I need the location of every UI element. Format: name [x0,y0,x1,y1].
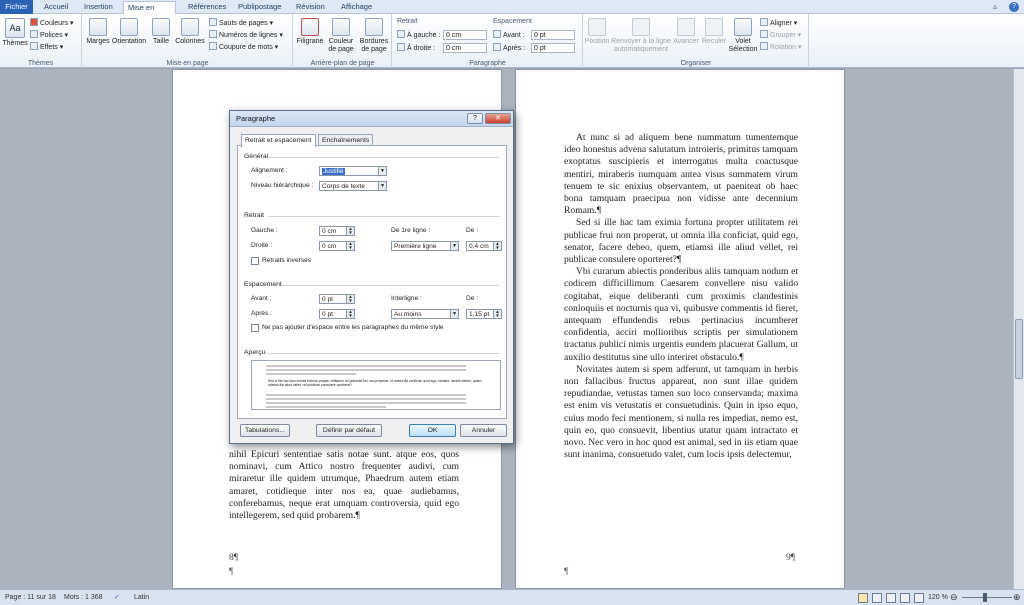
status-bar [0,589,1024,605]
theme-fonts-button[interactable]: Polices ▾ [30,30,68,40]
indent-right-label: Droite : [251,242,273,249]
group-page-setup [83,14,293,68]
tab-review[interactable]: Révision [296,2,325,11]
spinner-arrows-icon[interactable]: ▲ ▼ [493,310,501,318]
preview-section-title: Aperçu [244,349,266,356]
dialog-help-button[interactable]: ? [467,113,483,124]
spinner-arrows-icon[interactable]: ▲ ▼ [346,295,354,303]
spacing-after-label: Après : [251,310,272,317]
spacing-section-title: Espacement [244,281,282,288]
divider [268,353,500,354]
spacing-after-label: Après : [493,43,525,53]
minimize-ribbon-icon[interactable]: ▵ [993,2,998,11]
tab-page-layout[interactable]: Mise en [123,1,176,15]
scrollbar-thumb[interactable] [1015,319,1023,379]
tab-indents-spacing[interactable]: Retrait et espacement [241,134,316,147]
indent-right-label: À droite : [397,43,435,53]
align-icon [760,18,768,26]
set-default-button[interactable]: Définir par défaut [316,424,382,437]
general-section-title: Général [244,153,269,160]
page-borders-button[interactable]: Bordures de page [358,18,390,54]
alignment-label: Alignement : [251,167,288,174]
draft-view-icon[interactable] [914,593,924,603]
line-numbers-button[interactable]: Numéros de lignes ▾ [209,30,283,40]
outline-level-select[interactable]: Corps de texte ▼ [319,181,387,191]
selection-pane-icon [734,18,752,36]
tab-home[interactable]: Accueil [44,2,69,11]
chevron-down-icon: ▼ [450,242,458,250]
tab-view[interactable]: Affichage [341,2,373,11]
group-label-themes: Thèmes [27,60,54,67]
right-page-number: 9¶ [786,552,796,563]
bring-forward-button[interactable]: Avancer [672,18,700,46]
rotate-icon [760,42,768,50]
dialog-panel [237,145,507,419]
watermark-icon [301,18,319,36]
cancel-button[interactable]: Annuler [460,424,507,437]
alignment-select[interactable]: Justifié ▼ [319,166,387,176]
right-page-text[interactable] [564,132,798,461]
ribbon-tab-bar [0,0,1024,14]
indent-right-spinner[interactable]: 0 cm ▲ ▼ [319,241,355,251]
orientation-button[interactable]: Orientation [111,18,147,46]
indent-left-icon [397,30,405,38]
left-page-text[interactable]: nihil Epicuri sententiae satis notae sunt. atque eos, quos nominavi, cum Attico nostro frequenter audivi, cum miraretur ille quidem utrumque, Phaedrum autem etiam amaret, cotidieque inter nos ea, quae audiebamus, conferebamus, neque erat umquam controversia, quid ego intellegerem, sed quid probarem.¶ [229,449,459,522]
breaks-icon [209,18,217,26]
preview-line [266,369,466,371]
group-page-background [294,14,392,68]
group-label-page-setup: Mise en page [166,60,209,67]
left-page-pilcrow: ¶ [229,566,234,577]
themes-button[interactable]: Aa Thèmes [2,18,28,48]
tab-line-page-breaks[interactable]: Enchaînements [318,134,373,146]
size-icon [152,18,170,36]
chevron-down-icon: ▼ [378,167,386,175]
indent-by-label: De : [466,227,479,234]
web-layout-icon[interactable] [886,593,896,603]
indent-left-spinner[interactable]: 0 cm ▲ ▼ [319,226,355,236]
zoom-out-icon[interactable]: ⊖ [950,592,958,602]
zoom-slider-thumb[interactable] [983,593,987,602]
watermark-button[interactable]: Filigrane [296,18,324,46]
full-screen-reading-icon[interactable] [872,593,882,603]
indent-left-input[interactable]: 0 cm [443,30,487,40]
group-label-arrange: Organiser [680,60,712,67]
hyphenation-button[interactable]: Coupure de mots ▾ [209,42,278,52]
vertical-scrollbar[interactable] [1013,69,1024,589]
page-right[interactable] [515,69,845,589]
line-spacing-label: Interligne : [391,295,422,302]
preview-line [266,365,466,367]
indent-right-icon [397,43,405,51]
tab-insert[interactable]: Insertion [84,2,113,11]
print-layout-icon[interactable] [858,593,868,603]
effects-icon [30,42,38,50]
preview-line [266,394,466,396]
group-label-page-background: Arrière-plan de page [310,60,375,67]
indent-left-label: À gauche : [397,30,440,40]
spacing-after-spinner[interactable]: 0 pt ▲ ▼ [319,309,355,319]
tab-references[interactable]: Références [188,2,227,11]
spinner-arrows-icon[interactable]: ▲ ▼ [493,242,501,250]
divider [282,285,500,286]
preview-line [266,373,356,375]
preview-line [266,398,466,400]
tabs-button[interactable]: Tabulations... [240,424,290,437]
status-page[interactable]: Page : 11 sur 18 [5,594,56,601]
status-zoom[interactable]: 120 % [928,594,948,601]
line-numbers-icon [209,30,217,38]
group-icon [760,30,768,38]
status-language[interactable]: Latin [134,594,150,601]
spinner-arrows-icon[interactable]: ▲ ▼ [346,242,354,250]
chevron-down-icon: ▼ [450,310,458,318]
indent-section-title: Retrait [244,212,265,219]
spacing-before-input[interactable]: 0 pt [531,30,575,40]
indent-left-label: Gauche : [251,227,278,234]
divider [268,216,500,217]
send-backward-icon [705,18,723,36]
ribbon [0,14,1024,68]
indent-by-spinner[interactable]: 0,4 cm ▲ ▼ [466,241,502,251]
paragraph[interactable]: At nunc si ad aliquem bene nummatum tumentemque ideo honestus advena salutatum introieris, primitus tamquam exoptatus suscipieris et interrogatus multa coactusque mentiri, miraberis numquam antea visus summatem virum tenuem te sic enixius observantem, ut paeniteat ob haec bona tamquam praecipua non vidisse ante decennium Romam.¶ [564,132,798,217]
divider [268,157,500,158]
spacing-before-icon [493,30,501,38]
paragraph-dialog [229,110,514,444]
wrap-text-icon [632,18,650,36]
group-themes [0,14,82,68]
preview-line [266,402,466,404]
special-indent-label: De 1re ligne : [391,227,431,234]
size-button[interactable]: Taille [149,18,173,46]
send-backward-button[interactable]: Reculer [701,18,727,46]
no-space-same-style-label: Ne pas ajouter d'espace entre les paragraphes du même style [262,324,444,331]
orientation-icon [120,18,138,36]
margins-button[interactable]: Marges [85,18,111,46]
preview-line [266,406,386,408]
margins-icon [89,18,107,36]
breaks-button[interactable]: Sauts de pages ▾ [209,18,273,28]
tab-mailings[interactable]: Publipostage [238,2,282,11]
page-color-icon [332,18,350,36]
columns-button[interactable]: Colonnes [174,18,206,46]
columns-icon [181,18,199,36]
status-words[interactable]: Mots : 1 368 [64,594,103,601]
theme-effects-button[interactable]: Effets ▾ [30,42,63,52]
chevron-down-icon: ▼ [378,182,386,190]
group-label-paragraph: Paragraphe [469,60,506,67]
spacing-before-spinner[interactable]: 0 pt ▲ ▼ [319,294,355,304]
spinner-arrows-icon[interactable]: ▲ ▼ [346,227,354,235]
hyphenation-icon [209,42,217,50]
colors-icon [30,18,38,26]
no-space-same-style-checkbox[interactable] [251,324,259,332]
left-page-number: 8¶ [229,552,239,563]
page-borders-icon [365,18,383,36]
line-spacing-at-spinner[interactable]: 1,15 pt ▲ ▼ [466,309,502,319]
outline-level-label: Niveau hiérarchique : [251,182,314,189]
rotate-button[interactable]: Rotation ▾ [760,42,802,52]
spacing-after-icon [493,43,501,51]
paragraph[interactable]: Novitates autem si spem adferunt, ut tamquam in herbis non fallacibus fructus appareat, non sunt illae quidem repudiandae, vetustas tamen suo loco conservanda; maxima est enim vis vetustatis et consuetudinis. Quin in ipso equo, cuius modo feci mentionem, si nulla res impediat, nemo est, quin eo, quo consuevit, libentius utatur quam intractato et novo. Nec vero in hoc quod est animal, sed in iis etiam quae sunt inanima, consuetudo valet, cum locis ipsis delectemur, [564,363,798,461]
line-spacing-at-label: De : [466,295,479,302]
line-spacing-select[interactable]: Au moins ▼ [391,309,459,319]
preview-sample-text: Sed si ille hac tam eximia fortuna propter utilitatem rei publicae frui non properat, ut omnia illa conficiat, quid ego, senator, facere debeo, quem, etiamsi ille aliud vellet, rei publicae consulere oporteret? [268,379,483,387]
group-objects-button[interactable]: Grouper ▾ [760,30,801,40]
group-paragraph [393,14,583,68]
indent-title: Retrait [397,18,418,25]
dialog-close-button[interactable]: ✕ [485,113,511,124]
bring-forward-icon [677,18,695,36]
selection-pane-button[interactable]: Volet Sélection [728,18,758,54]
paragraph[interactable]: Sed si ille hac tam eximia fortuna propter utilitatem rei publicae frui non properat, ut omnia illa conficiat, quid ego, senator, facere debeo, quem, etiamsi ille aliud vellet, rei publicae consulere oporteret?¶ [564,217,798,266]
spacing-before-label: Avant : [493,30,525,40]
mirror-indents-label: Retraits inversés [262,257,312,264]
paragraph-preview [251,360,501,410]
help-icon[interactable]: ? [1009,2,1019,12]
spacing-after-input[interactable]: 0 pt [531,43,575,53]
special-indent-select[interactable]: Première ligne ▼ [391,241,459,251]
outline-view-icon[interactable] [900,593,910,603]
spacing-title: Espacement [493,18,532,25]
spacing-before-label: Avant : [251,295,272,302]
zoom-in-icon[interactable]: ⊕ [1013,592,1021,602]
zoom-slider[interactable] [962,597,1012,598]
tab-file[interactable]: Fichier [0,0,33,14]
theme-colors-button[interactable]: Couleurs ▾ [30,18,73,28]
paragraph[interactable]: Vbi curarum abiectis ponderibus aliis tamquam nodum et codicem difficillimum Caesarem convellere nisu valido cogitabat, eique deliberanti cum proximis clandestinis conloquiis et nocturnis qua vi, quibusve commentis id fieret, antequam effundendis rebus pertinacius incumberet confidentia, acciri mollioribus scriptis per simulationem tractatus publici nimis urgentis eundem placuerat Gallum, ut auxilio destitutus sine ullo interiret obstaculo.¶ [564,266,798,363]
spinner-arrows-icon[interactable]: ▲ ▼ [346,310,354,318]
page-color-button[interactable]: Couleur de page [326,18,356,54]
ok-button[interactable]: OK [409,424,456,437]
position-button[interactable]: Position [584,18,610,46]
fonts-icon [30,30,38,38]
group-arrange [584,14,809,68]
mirror-indents-checkbox[interactable] [251,257,259,265]
dialog-title: Paragraphe [230,111,513,127]
themes-icon: Aa [5,18,25,38]
indent-right-input[interactable]: 0 cm [443,43,487,53]
wrap-text-button[interactable]: Renvoyer à la ligne automatiquement [610,18,672,54]
proofing-icon[interactable]: ✓ [114,594,120,601]
position-icon [588,18,606,36]
right-page-pilcrow: ¶ [564,566,569,577]
align-button[interactable]: Aligner ▾ [760,18,797,28]
